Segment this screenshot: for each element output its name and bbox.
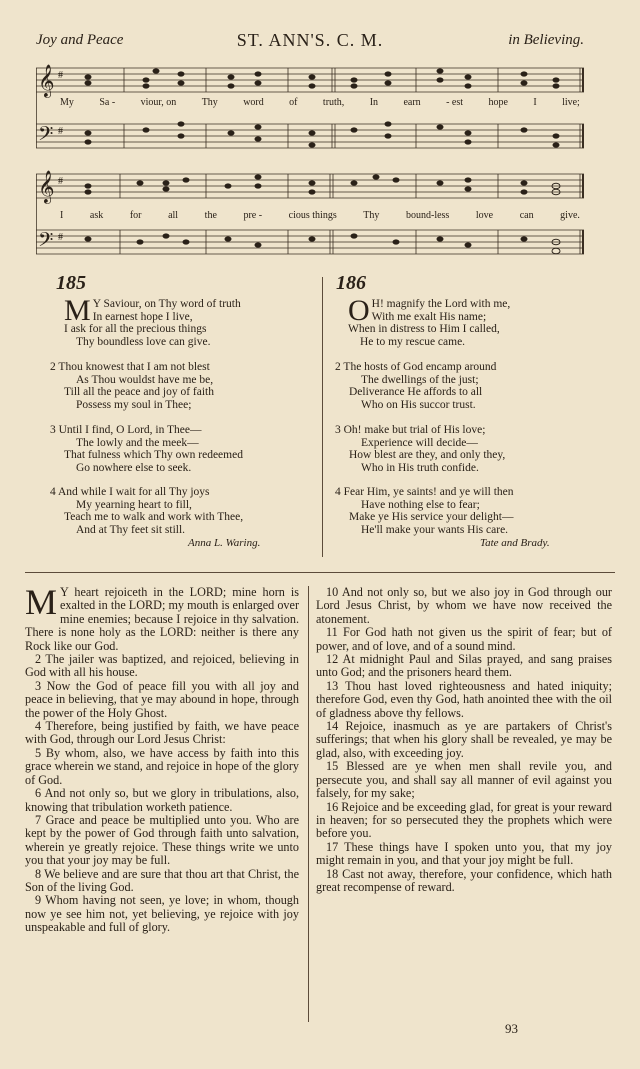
syllable: of — [289, 97, 298, 108]
svg-text:𝄞: 𝄞 — [38, 64, 55, 97]
verse-line: Who on His succor trust. — [361, 398, 476, 411]
syllable: viour, on — [140, 97, 177, 108]
verse-line: The lowly and the meek— — [76, 436, 199, 449]
svg-text:#: # — [58, 232, 63, 243]
hymn-number-186: 186 — [336, 272, 366, 294]
verse-line: 2 The hosts of God encamp around — [335, 361, 497, 373]
verse-line: H! magnify the Lord with me, — [371, 298, 511, 310]
verse-line: Have nothing else to fear; — [361, 498, 480, 511]
scripture-left-column — [25, 582, 299, 935]
svg-text:#: # — [58, 70, 63, 81]
tune-title: ST. ANN'S. C. M. — [236, 30, 384, 50]
svg-text:𝄢: 𝄢 — [38, 228, 54, 256]
stanza-1 — [64, 294, 314, 348]
syllable: truth, — [322, 97, 345, 108]
svg-text:#: # — [58, 126, 63, 137]
syllable: pre - — [243, 210, 263, 221]
verse-line: Deliverance He affords to all — [349, 386, 483, 399]
syllable: ask — [89, 210, 104, 221]
syllable: live; — [562, 97, 580, 108]
syllable: hope — [488, 97, 508, 108]
verse-line: He to my rescue came. — [360, 335, 466, 348]
syllable: earn — [403, 97, 421, 108]
verse-line: 2 Thou knowest that I am not blest — [50, 361, 210, 373]
verse-line: Teach me to walk and work with Thee, — [64, 511, 244, 524]
hymn-185-stanza-2 — [50, 361, 310, 411]
syllable: the — [204, 210, 217, 221]
verse-line: When in distress to Him I called, — [348, 323, 500, 336]
hymn-186-stanza-4 — [335, 486, 605, 536]
scripture-verse: 15 Blessed are ye when men shall revile you, and persecute you, and shall say all manner of evil against you falsely, for my sake; — [316, 759, 612, 801]
verse-line: 3 Oh! make but trial of His love; — [335, 424, 486, 436]
music-system-1 — [36, 62, 584, 162]
lyrics-line-2 — [60, 210, 580, 221]
verse-line: In earnest hope I live, — [92, 310, 193, 323]
verse-line: That fulness which Thy own redeemed — [64, 449, 243, 462]
lyrics-line-1 — [60, 97, 580, 108]
drop-cap: O — [348, 294, 370, 327]
syllable: I — [533, 97, 537, 108]
syllable: Thy — [363, 210, 380, 221]
scripture-verse: 2 The jailer was baptized, and rejoiced, believing in God with all his house. — [25, 652, 299, 680]
syllable: I — [60, 210, 64, 221]
verse-line: Go nowhere else to seek. — [76, 461, 192, 474]
scripture-column-divider — [308, 586, 309, 1022]
section-divider — [25, 572, 615, 573]
syllable: cious things — [288, 210, 337, 221]
scripture-verse: 17 These things have I spoken unto you, that my joy might remain in you, and that your joy might be full. — [316, 839, 612, 868]
verse-line: And at Thy feet sit still. — [76, 523, 186, 536]
hymn-185-stanza-3 — [50, 424, 310, 474]
hymn-186-stanza-2 — [335, 361, 605, 411]
syllable: My — [60, 97, 74, 108]
syllable: word — [243, 97, 264, 108]
syllable: - est — [446, 97, 464, 108]
drop-cap: M — [25, 582, 58, 622]
syllable: Sa - — [99, 97, 116, 108]
scripture-verse: 9 Whom having not seen, ye love; in whom, though now ye see him not, yet believing, ye rejoice with joy unspeakable and full of glory. — [25, 893, 299, 935]
syllable: for — [129, 210, 142, 221]
scripture-right-column — [316, 586, 612, 894]
scripture-verse: 11 For God hath not given us the spirit of fear; but of power, and of love, and of a sound mind. — [316, 625, 612, 653]
syllable: In — [369, 97, 379, 108]
scripture-verse: 16 Rejoice and be exceeding glad, for great is your reward in heaven; for so persecuted they the prophets which were before you. — [316, 799, 612, 841]
column-divider — [322, 277, 323, 557]
verse-line: Y Saviour, on Thy word of truth — [92, 298, 241, 310]
author-185: Anna L. Waring. — [188, 537, 261, 549]
page-number: 93 — [505, 1021, 518, 1036]
svg-text:𝄞: 𝄞 — [38, 170, 55, 203]
scripture-verse: 6 And not only so, but we glory in tribulations, also, knowing that tribulation worketh patience. — [25, 786, 299, 814]
scripture-verse: 12 At midnight Paul and Silas prayed, and sang praises unto God; and the prisoners heard them. — [316, 652, 612, 680]
syllable: bound-less — [405, 210, 450, 221]
scripture-verse: 10 And not only so, but we also joy in God through our Lord Jesus Christ, by whom we have now received the atonement. — [316, 585, 612, 626]
hymn-185-text — [64, 294, 314, 348]
syllable: give. — [560, 210, 580, 221]
verse-line: 4 Fear Him, ye saints! and ye will then — [335, 486, 514, 498]
verse-line: Thy boundless love can give. — [76, 335, 211, 348]
verse-line: Experience will decide— — [361, 436, 478, 449]
header-right: in Believing. — [508, 32, 584, 48]
verse-line: Who in His truth confide. — [361, 461, 479, 474]
syllable: Thy — [201, 97, 218, 108]
page-header — [36, 32, 584, 54]
verse-text: Y heart rejoiceth in the LORD; mine horn is exalted in the LORD; my mouth is enlarged over mine enemies; because I rejoice in thy salvation. There is none holy as the LORD: neither is there any Rock like our God. — [25, 585, 299, 653]
verse-line: I ask for all the precious things — [64, 323, 207, 336]
verse-line: Make ye His service your delight— — [349, 511, 514, 524]
hymn-185-stanza-4 — [50, 486, 310, 536]
verse-line: 3 Until I find, O Lord, in Thee— — [50, 424, 202, 436]
hymn-number-185: 185 — [56, 272, 86, 294]
verse-line: My yearning heart to fill, — [76, 498, 192, 511]
scripture-verse: 4 Therefore, being justified by faith, we have peace with God, through our Lord Jesus Christ: — [25, 719, 299, 747]
scripture-verse: 7 Grace and peace be multiplied unto you. Who are kept by the power of God through faith unto salvation, wherein ye greatly rejoice. These things write we unto you that your joy may be full. — [25, 812, 299, 868]
drop-cap: M — [64, 294, 91, 327]
syllable: can — [519, 210, 534, 221]
svg-text:#: # — [58, 176, 63, 187]
scripture-verse — [25, 582, 299, 653]
header-left: Joy and Peace — [36, 32, 124, 48]
syllable: love — [475, 210, 494, 221]
verse-line: He'll make your wants His care. — [361, 523, 509, 536]
scripture-verse: 5 By whom, also, we have access by faith into this grace wherein we stand, and rejoice in hope of the glory of God. — [25, 745, 299, 787]
scripture-verse: 18 Cast not away, therefore, your confidence, which hath great recompense of reward. — [316, 866, 612, 894]
scripture-verse: 3 Now the God of peace fill you with all joy and peace in believing, that ye may abound in hope, through the power of the Holy Ghost. — [25, 678, 299, 720]
author-186: Tate and Brady. — [480, 537, 550, 549]
svg-text:𝄢: 𝄢 — [38, 122, 54, 150]
verse-line: Till all the peace and joy of faith — [64, 386, 214, 399]
verse-line: How blest are they, and only they, — [349, 449, 506, 462]
hymn-186-stanza-3 — [335, 424, 605, 474]
scripture-verse: 14 Rejoice, inasmuch as ye are partakers of Christ's sufferings; that when his glory shall be revealed, ye may be glad, also, with exceeding joy. — [316, 719, 612, 760]
scripture-verse: 13 Thou hast loved righteousness and hated iniquity; therefore God, even thy God, hath anointed thee with the oil of gladness above thy fellows. — [316, 678, 612, 720]
hymn-186-text — [348, 294, 608, 348]
verse-line: As Thou wouldst have me be, — [76, 373, 214, 386]
verse-line: 4 And while I wait for all Thy joys — [50, 486, 210, 498]
scripture-verse: 8 We believe and are sure that thou art that Christ, the Son of the living God. — [25, 866, 299, 894]
verse-line: The dwellings of the just; — [361, 373, 479, 386]
verse-line: With me exalt His name; — [371, 310, 487, 323]
verse-line: Possess my soul in Thee; — [76, 398, 192, 411]
syllable: all — [168, 210, 179, 221]
